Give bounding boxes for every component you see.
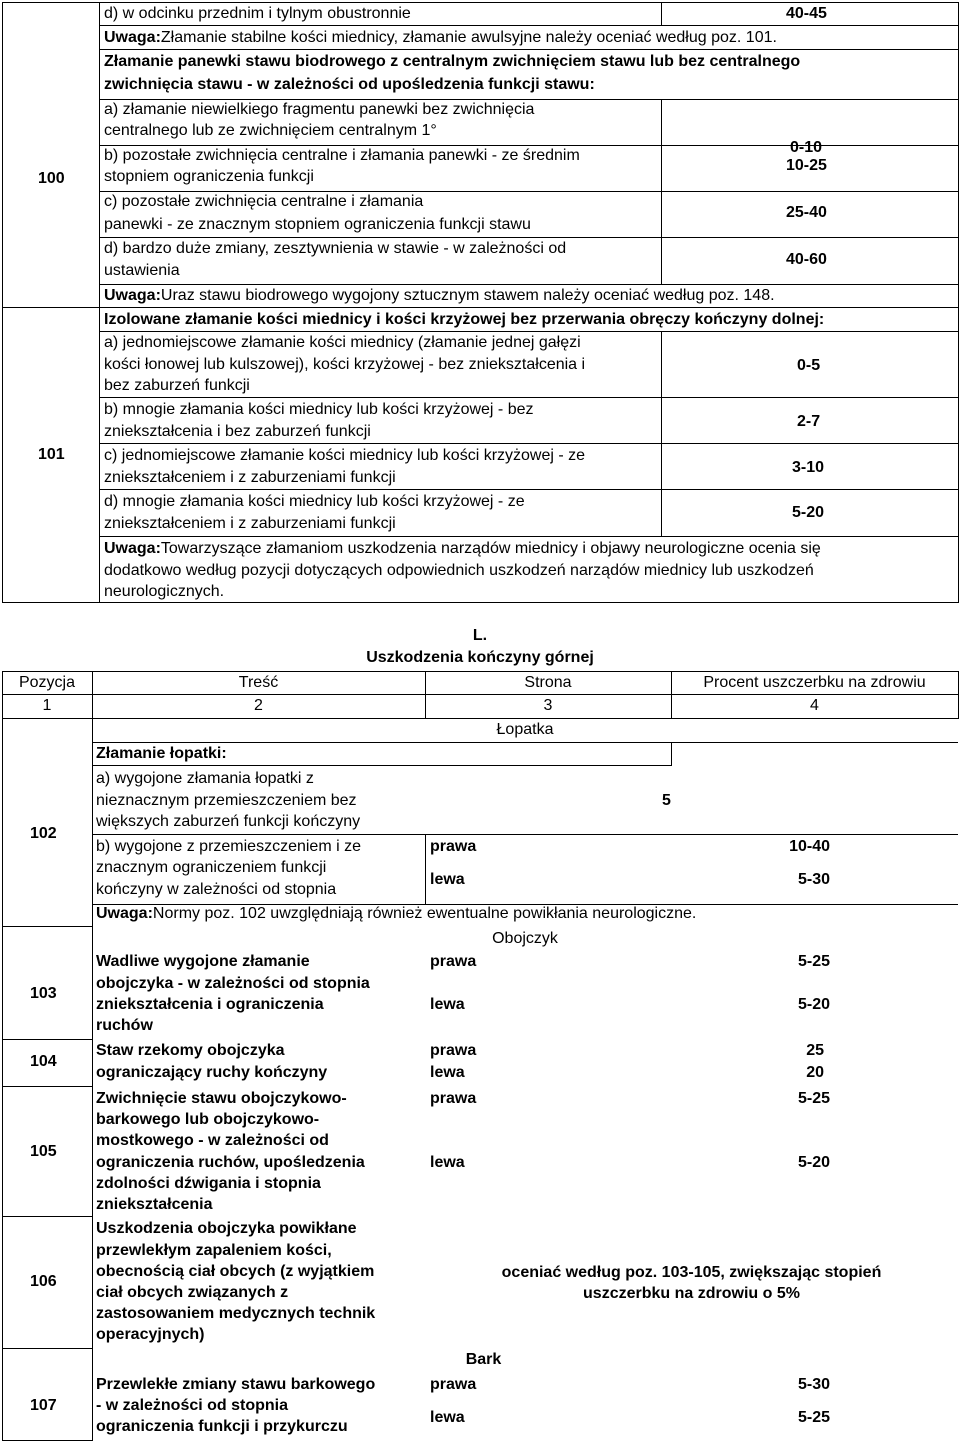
note [104, 29, 777, 47]
column-header-side: Strona [524, 674, 572, 691]
percent-value: 5-25 [797, 953, 830, 970]
note-label: Uwaga: [104, 29, 161, 46]
section-title: Uszkodzenia kończyny górnej [366, 649, 594, 666]
section-heading: Złamanie panewki stawu biodrowego z centralnym zwichnięciem stawu lub bez centralnego [104, 53, 801, 70]
position-number: 105 [30, 1143, 57, 1160]
item-text: ograniczenia ruchów, upośledzenia [96, 1154, 365, 1171]
item-text: kości łonowej lub kulszowej), kości krzyżowej - bez zniekształcenia i [104, 356, 586, 373]
item-text: Wadliwe wygojone złamanie [96, 953, 310, 970]
item-text: zniekształceniem i z zaburzeniami funkcji [104, 469, 396, 486]
group-label: Bark [465, 1351, 502, 1368]
item-text: większych zaburzeń funkcji kończyny [96, 813, 361, 830]
percent-value: 5-20 [797, 996, 830, 1013]
section-heading: Izolowane złamanie kości miednicy i kości krzyżowej bez przerwania obręczy kończyny dolnej: [104, 311, 825, 328]
percent-value: 10-25 [786, 157, 827, 174]
percent-value: 5-20 [797, 1154, 830, 1171]
note-text: dodatkowo według pozycji dotyczących odpowiednich uszkodzeń narządów miednicy lub uszkodzeń [104, 562, 814, 579]
item-text: bez zaburzeń funkcji [104, 377, 250, 394]
percent-value: 3-10 [792, 459, 825, 476]
item-text: c) pozostałe zwichnięcia centralne i złamania [104, 193, 424, 210]
item-text: ruchów [96, 1017, 153, 1034]
position-number: 107 [30, 1397, 57, 1414]
item-text: mostkowego - w zależności od [96, 1132, 329, 1149]
item-text: stopniem ograniczenia funkcji [104, 168, 314, 185]
note-text: Uraz stawu biodrowego wygojony sztucznym stawem należy oceniać według poz. 148. [160, 287, 775, 304]
item-text: zniekształcenia i ograniczenia [96, 996, 324, 1013]
percent-value: 10-40 [789, 838, 830, 855]
item-text: a) wygojone złamania łopatki z [96, 770, 314, 787]
side-label: prawa [430, 1376, 477, 1393]
item-text: zdolności dźwigania i stopnia [96, 1175, 321, 1192]
column-header-content: Treść [238, 674, 279, 691]
column-number: 3 [543, 697, 553, 714]
percent-value: 40-45 [786, 5, 827, 22]
percent-value: 0-5 [797, 357, 821, 374]
item-heading: Złamanie łopatki: [96, 745, 227, 762]
percent-value: 0-10 [790, 139, 823, 156]
percent-value: 25-40 [786, 204, 827, 221]
side-label: lewa [430, 871, 465, 888]
side-label: prawa [430, 838, 477, 855]
percent-value: 5-25 [797, 1090, 830, 1107]
item-text: znacznym ograniczeniem funkcji [96, 859, 327, 876]
position-number: 102 [30, 825, 57, 842]
item-text: Zwichnięcie stawu obojczykowo- [96, 1090, 347, 1107]
side-label: prawa [430, 1090, 477, 1107]
percent-value: 40-60 [786, 251, 827, 268]
item-text: obecnością ciał obcych (z wyjątkiem [96, 1263, 375, 1280]
group-label: Łopatka [496, 721, 554, 738]
side-label: lewa [430, 1409, 465, 1426]
group-label: Obojczyk [492, 930, 558, 947]
item-text: barkowego lub obojczykowo- [96, 1111, 320, 1128]
column-number: 4 [810, 697, 819, 714]
item-text: Uszkodzenia obojczyka powikłane [96, 1220, 357, 1237]
item-text: operacyjnych) [96, 1326, 205, 1343]
item-text: b) pozostałe zwichnięcia centralne i złamania panewki - ze średnim [104, 147, 580, 164]
side-label: lewa [430, 1064, 465, 1081]
note [104, 287, 775, 305]
item-text: przewlekłym zapaleniem kości, [96, 1242, 332, 1259]
item-text: - w zależności od stopnia [96, 1397, 289, 1414]
item-text: Staw rzekomy obojczyka [96, 1042, 285, 1059]
side-label: prawa [430, 953, 477, 970]
evaluation-note: uszczerbku na zdrowiu o 5% [583, 1285, 800, 1302]
percent-value: 5-30 [797, 871, 830, 888]
section-heading: zwichnięcia stawu - w zależności od upośledzenia funkcji stawu: [104, 76, 595, 93]
section-letter: L. [472, 627, 488, 644]
item-text: panewki - ze znacznym stopniem ograniczenia funkcji stawu [104, 216, 531, 233]
item-text: ograniczenia funkcji i przykurczu [96, 1418, 348, 1435]
item-text: zastosowaniem medycznych technik [96, 1305, 376, 1322]
item-text: zniekształcenia i bez zaburzeń funkcji [104, 423, 371, 440]
item-text: Przewlekłe zmiany stawu barkowego [96, 1376, 376, 1393]
percent-value: 5 [662, 792, 671, 809]
item-text: d) mnogie złamania kości miednicy lub kości krzyżowej - ze [104, 493, 525, 510]
column-header-position: Pozycja [18, 674, 76, 691]
item-text: ustawienia [104, 262, 180, 279]
item-text: d) bardzo duże zmiany, zesztywnienia w stawie - w zależności od [104, 240, 567, 257]
note-label: Uwaga: [104, 287, 161, 304]
percent-value: 2-7 [797, 413, 821, 430]
item-text: centralnego lub ze zwichnięciem centralnym 1° [104, 122, 437, 139]
percent-value: 5-25 [797, 1409, 830, 1426]
column-header-percent: Procent uszczerbku na zdrowiu [703, 674, 926, 691]
evaluation-note: oceniać według poz. 103-105, zwiększając stopień [501, 1264, 882, 1281]
item-text: a) jednomiejscowe złamanie kości miednicy (złamanie jednej gałęzi [104, 334, 581, 351]
item-text: ograniczający ruchy kończyny [96, 1064, 328, 1081]
side-label: lewa [430, 1154, 465, 1171]
item-text: d) w odcinku przednim i tylnym obustronnie [104, 5, 411, 22]
percent-value: 5-30 [797, 1376, 830, 1393]
position-number: 103 [30, 985, 57, 1002]
item-text: zniekształceniem i z zaburzeniami funkcji [104, 515, 396, 532]
item-text: c) jednomiejscowe złamanie kości miednicy lub kości krzyżowej - ze [104, 447, 586, 464]
item-text: kończyny w zależności od stopnia [96, 881, 337, 898]
percent-value: 25 [806, 1042, 824, 1059]
item-text: zniekształcenia [96, 1196, 213, 1213]
column-number: 1 [42, 697, 52, 714]
position-number: 104 [30, 1053, 57, 1070]
item-text: nieznacznym przemieszczeniem bez [96, 792, 357, 809]
note-label: Uwaga: [96, 905, 153, 922]
percent-value: 20 [806, 1064, 824, 1081]
note-text: neurologicznych. [104, 583, 225, 600]
item-text: a) złamanie niewielkiego fragmentu panewki bez zwichnięcia [104, 101, 535, 118]
position-number: 101 [38, 446, 65, 463]
side-label: prawa [430, 1042, 477, 1059]
item-text: ciał obcych związanych z [96, 1284, 289, 1301]
note [96, 905, 696, 923]
note-text: Towarzyszące złamaniom uszkodzenia narządów miednicy i objawy neurologiczne ocenia się [160, 540, 821, 557]
position-number: 106 [30, 1273, 57, 1290]
item-text: b) mnogie złamania kości miednicy lub kości krzyżowej - bez [104, 401, 534, 418]
percent-value: 5-20 [792, 504, 825, 521]
item-text: b) wygojone z przemieszczeniem i ze [96, 838, 361, 855]
note [104, 540, 821, 558]
position-number: 100 [38, 170, 65, 187]
item-text: obojczyka - w zależności od stopnia [96, 975, 370, 992]
note-text: Normy poz. 102 uwzględniają również ewentualne powikłania neurologiczne. [152, 905, 697, 922]
column-number: 2 [254, 697, 263, 714]
note-text: Złamanie stabilne kości miednicy, złamanie awulsyjne należy oceniać według poz. 101. [160, 29, 777, 46]
note-label: Uwaga: [104, 540, 161, 557]
side-label: lewa [430, 996, 465, 1013]
